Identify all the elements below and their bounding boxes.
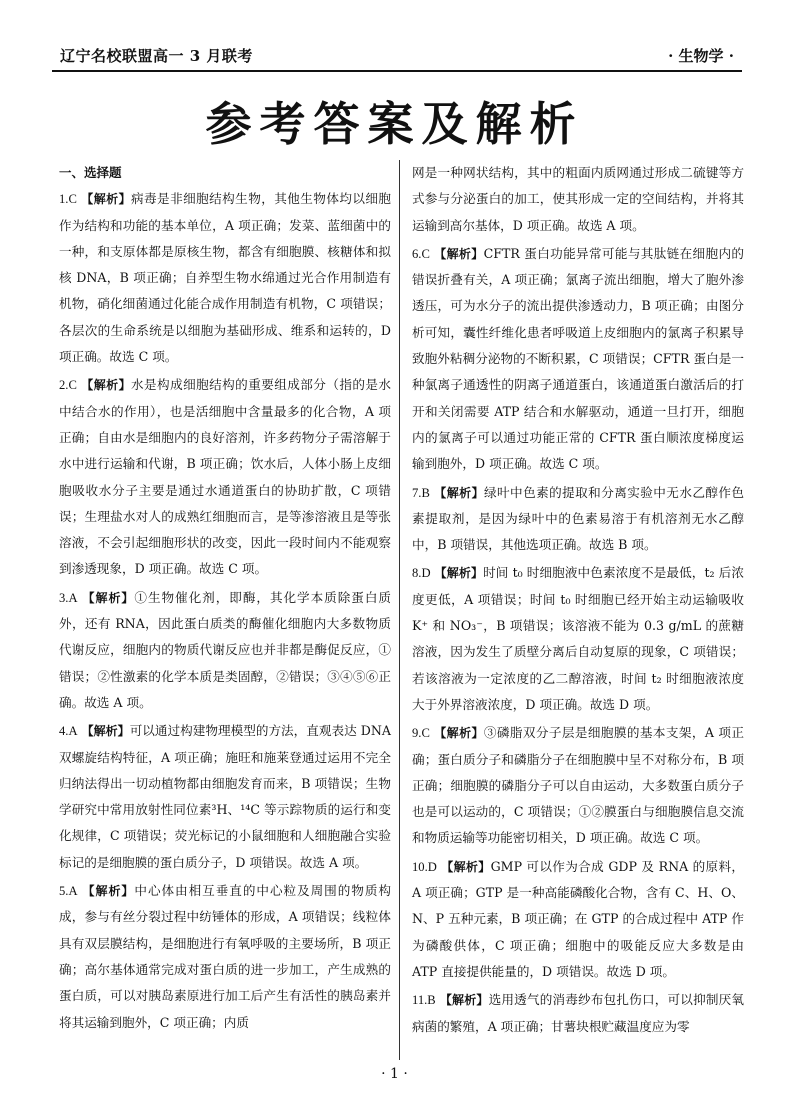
left-column	[59, 160, 391, 1038]
page-header	[52, 40, 742, 68]
analysis-tag: 【解析】	[439, 993, 489, 1008]
analysis-text: GMP 可以作为合成 GDP 及 RNA 的原料，A 项正确；GTP 是一种高能磷酸化合物，含有 C、H、O、N、P 五种元素，B 项正确；在 GTP 的合成过程中 ATP 作为磷酸供体，C 项正确；细胞中的吸能反应大多数是由 ATP 直接提供能量的，D 项错误。故选 D 项。	[412, 858, 744, 979]
answer-item	[412, 854, 744, 985]
analysis-tag: 【解析】	[82, 884, 135, 899]
answer-item	[59, 878, 391, 1036]
analysis-text: CFTR 蛋白功能异常可能与其肽链在细胞内的错误折叠有关，A 项正确；氯离子流出细胞，增大了胞外渗透压，可为水分子的流出提供渗透动力，B 项正确；由图分析可知，囊性纤维化患者呼吸道上皮细胞内的氯离子积累导致胞外粘稠分泌物的不断积累，C 项错误；CFTR 蛋白是一种氯离子通透性的阴离子通道蛋白，该通道蛋白激活后的打开和关闭需要 ATP 结合和水解驱动，通道一旦打开，细胞内的氯离子可以通过功能正常的 CFTR 蛋白顺浓度梯度运输到胞外，D 项正确。故选 C 项。	[412, 245, 744, 472]
analysis-tag: 【解析】	[82, 590, 135, 605]
answer-item	[412, 987, 744, 1040]
answer-letter: A	[68, 884, 78, 899]
question-number: 8.	[412, 566, 422, 581]
analysis-tag: 【解析】	[434, 485, 485, 500]
answer-letter: D	[421, 566, 431, 581]
page-title: 参考答案及解析	[205, 97, 584, 151]
analysis-tag: 【解析】	[434, 726, 484, 741]
column-divider	[399, 160, 400, 1060]
analysis-tag: 【解析】	[441, 859, 491, 874]
answer-item	[412, 720, 744, 851]
question-number: 11.	[412, 993, 428, 1008]
analysis-text: ①生物催化剂，即酶，其化学本质除蛋白质外，还有 RNA，因此蛋白质类的酶催化细胞内大多数物质代谢反应，细胞内的物质代谢反应也并非都是酶促反应，①错误；②性激素的化学本质是类固醇，②错误；③④⑤⑥正确。故选 A 项。	[59, 589, 391, 710]
answer-letter: C	[68, 378, 77, 393]
answer-letter: C	[68, 192, 77, 207]
analysis-tag: 【解析】	[434, 566, 484, 581]
question-number: 1.	[59, 192, 69, 207]
question-number: 10.	[412, 859, 428, 874]
answer-item	[59, 186, 391, 370]
answer-letter: C	[421, 726, 430, 741]
subject-label: · 生物学 ·	[668, 47, 734, 65]
answer-item	[412, 560, 744, 718]
analysis-tag: 【解析】	[434, 246, 484, 261]
question-number: 6.	[412, 246, 422, 261]
left-items	[59, 186, 391, 1036]
answer-letter: A	[68, 724, 78, 739]
answer-item	[59, 585, 391, 716]
answer-item	[412, 241, 744, 478]
analysis-text: 中心体由相互垂直的中心粒及周围的物质构成，参与有丝分裂过程中纺锤体的形成，A 项错误；线粒体具有双层膜结构，是细胞进行有氧呼吸的主要场所，B 项正确；高尔基体通常完成对蛋白质的进一步加工，产生成熟的蛋白质，可以对胰岛素原进行加工后产生有活性的胰岛素并将其运输到胞外，C 项正确；内质	[59, 883, 391, 1030]
question-number: 4.	[59, 724, 69, 739]
page-number: · 1 ·	[381, 1066, 408, 1082]
answer-item	[59, 372, 391, 582]
analysis-text: 可以通过构建物理模型的方法，直观表达 DNA 双螺旋结构特征，A 项正确；施旺和施莱登通过运用不完全归纳法得出一切动植物都由细胞发育而来，B 项错误；生物学研究中常用放射性同位素³H、¹⁴C 等示踪物质的运行和变化规律，C 项错误；荧光标记的小鼠细胞和人细胞融合实验标记的是细胞膜的蛋白质分子，D 项错误。故选 A 项。	[59, 723, 391, 870]
question-number: 9.	[412, 726, 422, 741]
continued-text: 网是一种网状结构，其中的粗面内质网通过形成二硫键等方式参与分泌蛋白的加工，使其形成一定的空间结构，并将其运输到高尔基体，D 项正确。故选 A 项。	[412, 165, 744, 233]
question-number: 7.	[412, 485, 422, 500]
answer-item	[412, 480, 744, 559]
right-items	[412, 241, 744, 1040]
answer-letter: B	[421, 485, 430, 500]
analysis-text: 时间 t₀ 时细胞液中色素浓度不是最低，t₂ 后浓度更低，A 项错误；时间 t₀ 时细胞已经开始主动运输吸收 K⁺ 和 NO₃⁻，B 项错误；该溶液不能为 0.3 g/mL 的蔗糖溶液，因为发生了质壁分离后自动复原的现象，C 项错误；若该溶液为一定浓度的乙二醇溶液，时间 t₂ 时细胞液浓度大于外界溶液浓度，D 项正确。故选 D 项。	[412, 565, 744, 712]
analysis-text: 病毒是非细胞结构生物，其他生物体均以细胞作为结构和功能的基本单位，A 项正确；发菜、蓝细菌中的一种，和支原体都是原核生物，都含有细胞膜、核糖体和拟核 DNA，B 项正确；自养型生物水绵通过光合作用制造有机物，硝化细菌通过化能合成作用制造有机物，C 项错误；各层次的生命系统是以细胞为基础形成、维系和运转的，D 项正确。故选 C 项。	[59, 191, 391, 365]
analysis-text: 绿叶中色素的提取和分离实验中无水乙醇作色素提取剂，是因为绿叶中的色素易溶于有机溶剂无水乙醇中，B 项错误，其他选项正确。故选 B 项。	[412, 484, 744, 553]
answer-letter: D	[427, 859, 437, 874]
analysis-tag: 【解析】	[81, 724, 130, 739]
right-column	[412, 160, 744, 1042]
analysis-tag: 【解析】	[81, 192, 132, 207]
exam-name: 辽宁名校联盟高一 3 月联考	[60, 47, 253, 65]
analysis-text: 选用透气的消毒纱布包扎伤口，可以抑制厌氧病菌的繁殖，A 项正确；甘薯块根贮藏温度应为零	[412, 992, 744, 1034]
answer-item	[59, 718, 391, 876]
header-rule	[52, 70, 742, 72]
analysis-text: 水是构成细胞结构的重要组成部分（指的是水中结合水的作用），也是活细胞中含量最多的化合物，A 项正确；自由水是细胞内的良好溶剂，许多药物分子需溶解于水中进行运输和代谢，B 项正确；饮水后，人体小肠上皮细胞吸收水分子主要是通过水通道蛋白的协助扩散，C 项错误；生理盐水对人的成熟红细胞而言，是等渗溶液且是等张溶液，不会引起细胞形状的改变，因此一段时间内不能观察到渗透现象，D 项正确。故选 C 项。	[59, 377, 391, 577]
answer-letter: B	[427, 993, 436, 1008]
analysis-tag: 【解析】	[81, 378, 132, 393]
question-number: 2.	[59, 378, 69, 393]
section-title: 一、选择题	[59, 165, 122, 180]
answer-letter: A	[68, 590, 78, 605]
analysis-text: ③磷脂双分子层是细胞膜的基本支架，A 项正确；蛋白质分子和磷脂分子在细胞膜中呈不对称分布，B 项正确；细胞膜的磷脂分子可以自由运动，大多数蛋白质分子也是可以运动的，C 项错误；①②膜蛋白与细胞膜信息交流和物质运输等功能密切相关，D 项正确。故选 C 项。	[412, 725, 744, 846]
answer-letter: C	[421, 246, 430, 261]
question-number: 5.	[59, 884, 69, 899]
question-number: 3.	[59, 590, 69, 605]
